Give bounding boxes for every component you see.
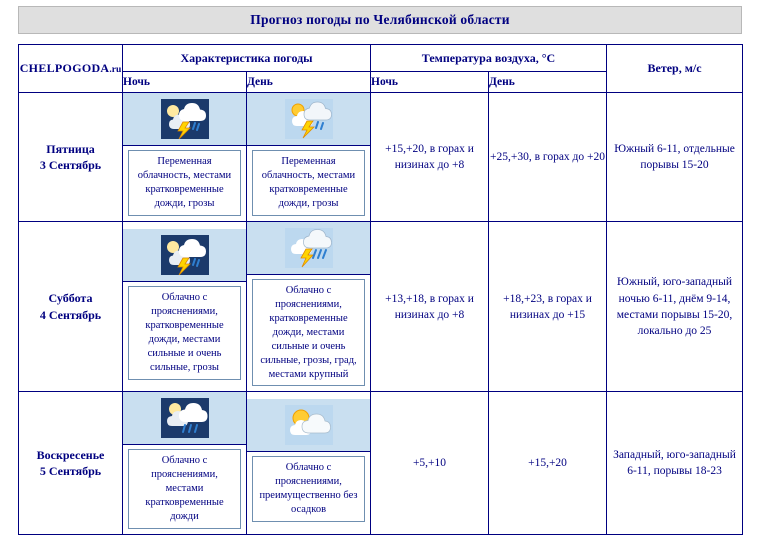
row-day-label [19,93,123,222]
day-conditions-text: Переменная облачность, местами кратковременные дожди, грозы [252,150,365,216]
row-day-weekday: Воскресенье [36,448,105,463]
thunderstorm-day-icon [247,93,370,146]
page-root [0,6,760,523]
night-conditions-text: Облачно с прояснениями, кратковременные дожди, местами сильные и очень сильные, грозы [128,286,241,380]
site-logo [19,45,123,93]
wind-value: Западный, юго-западный 6-11, порывы 18-23 [607,392,743,535]
row-day-date: 4 Сентябрь [39,307,102,322]
header-wind: Ветер, м/с [607,45,743,93]
night-temperature: +5,+10 [371,392,489,535]
day-conditions-cell [247,392,371,535]
table-row [19,221,743,392]
partly-cloudy-night-rain-icon [123,392,246,445]
page-title: Прогноз погоды по Челябинской области [250,12,510,27]
row-day-label [19,392,123,535]
day-temperature: +15,+20 [489,392,607,535]
row-day-date: 3 Сентябрь [39,157,102,172]
night-temperature: +15,+20, в горах и низинах до +8 [371,93,489,222]
header-conditions-night: Ночь [123,72,247,93]
night-conditions-cell [123,221,247,392]
header-temperature-night: Ночь [371,72,489,93]
day-conditions-cell [247,221,371,392]
thunderstorm-night-icon [123,229,246,282]
header-conditions-day: День [247,72,371,93]
night-conditions-text: Облачно с прояснениями, местами кратковременные дожди [128,449,241,529]
partly-cloudy-day-icon [247,399,370,452]
table-row [19,392,743,535]
forecast-table [18,44,743,535]
day-temperature: +25,+30, в горах до +20 [489,93,607,222]
thunderstorm-night-icon [123,93,246,146]
header-temperature: Температура воздуха, °C [371,45,607,72]
wind-value: Южный, юго-западный ночью 6-11, днём 9-14, местами порывы 15-20, локально до 25 [607,221,743,392]
wind-value: Южный 6-11, отдельные порывы 15-20 [607,93,743,222]
site-logo-suffix: .ru [109,65,122,75]
night-conditions-cell [123,392,247,535]
row-day-date: 5 Сентябрь [39,464,102,479]
row-day-weekday: Суббота [48,291,93,306]
night-conditions-text: Переменная облачность, местами кратковременные дожди, грозы [128,150,241,216]
header-temperature-day: День [489,72,607,93]
row-day-label [19,221,123,392]
day-conditions-cell [247,93,371,222]
row-day-weekday: Пятница [46,141,95,156]
day-conditions-text: Облачно с прояснениями, кратковременные дожди, местами сильные и очень сильные, грозы, град, местами крупный [252,279,365,387]
site-logo-name: CHELPOGODA [19,61,110,75]
thunderstorm-rain-day-icon [247,222,370,275]
day-temperature: +18,+23, в горах и низинах до +15 [489,221,607,392]
table-row [19,93,743,222]
day-conditions-text: Облачно с прояснениями, преимущественно без осадков [252,456,365,522]
table-header-group-row [19,45,743,72]
header-conditions: Характеристика погоды [123,45,371,72]
night-conditions-cell [123,93,247,222]
night-temperature: +13,+18, в горах и низинах до +8 [371,221,489,392]
page-title-bar [18,6,742,34]
